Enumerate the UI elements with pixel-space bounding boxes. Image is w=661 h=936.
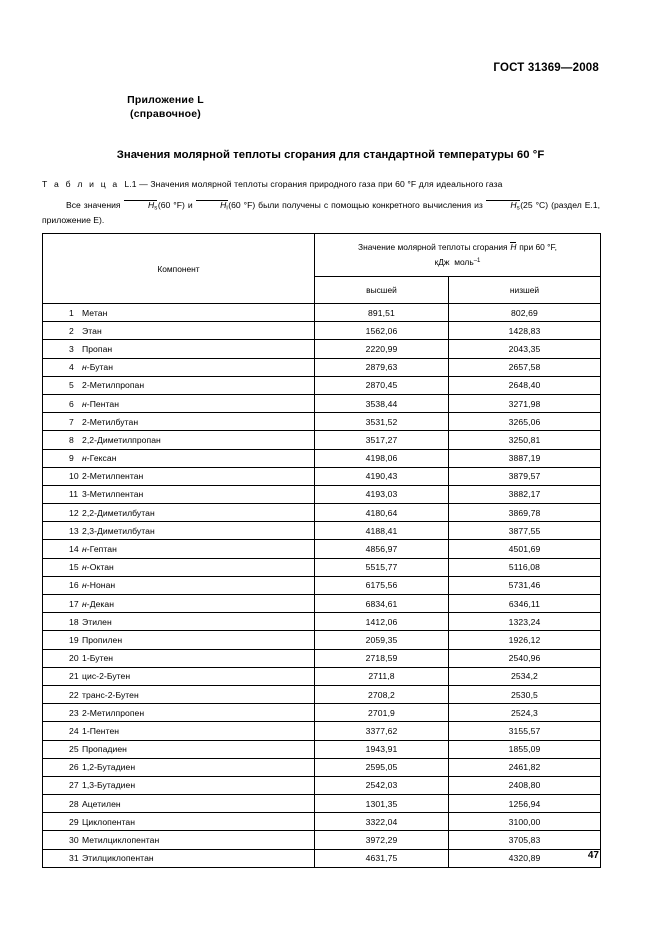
higher-heating-value: 4188,41 [315,522,449,540]
higher-heating-value: 2542,03 [315,776,449,794]
lower-heating-value: 1855,09 [449,740,601,758]
component-name-cell [43,358,315,376]
component-italic-prefix: н [82,580,87,591]
higher-heating-value: 3531,52 [315,413,449,431]
table-row [43,685,601,703]
higher-heating-value: 4856,97 [315,540,449,558]
component-name-cell [43,649,315,667]
component-italic-prefix: н [82,362,87,373]
component-label: 2-Метилпентан [82,471,144,482]
intro-paragraph [42,198,600,227]
lower-heating-value: 3155,57 [449,722,601,740]
component-name-cell [43,485,315,503]
table-row [43,394,601,412]
lower-heating-value: 2657,58 [449,358,601,376]
higher-heating-value: 2870,45 [315,376,449,394]
table-row [43,776,601,794]
component-label: Пропан [82,343,113,354]
component-index: 26 [69,762,79,773]
component-label: 1,3-Бутадиен [82,780,136,791]
enthalpy-subscript-3: s [516,204,520,212]
running-head-standard-number: ГОСТ 31369—2008 [493,62,599,74]
component-name-cell [43,849,315,867]
lower-heating-value: 2648,40 [449,376,601,394]
table-row [43,649,601,667]
lower-heating-value: 2043,35 [449,340,601,358]
table-row [43,631,601,649]
component-index: 13 [69,525,79,536]
annex-title: Приложение L [127,94,204,106]
table-body [43,304,601,868]
heating-value-table [42,233,601,868]
component-label: н-Нонан [82,580,116,591]
table-row [43,376,601,394]
lower-heating-value: 4501,69 [449,540,601,558]
table-row [43,667,601,685]
component-name-cell [43,740,315,758]
component-name-cell [43,758,315,776]
component-label: Пропадиен [82,744,127,755]
component-index: 6 [69,398,74,409]
lower-heating-value: 802,69 [449,304,601,322]
table-row [43,467,601,485]
component-label: н-Бутан [82,362,114,373]
component-label: 1-Пентен [82,725,120,736]
component-index: 4 [69,362,74,373]
enthalpy-symbol-letter-header: H [510,242,517,253]
lower-heating-value: 3877,55 [449,522,601,540]
lower-heating-value: 2461,82 [449,758,601,776]
page-title: Значения молярной теплоты сгорания для стандартной температуры 60 °F [116,149,545,161]
component-label: 2,2-Диметилпропан [82,434,161,445]
component-name-cell [43,340,315,358]
component-italic-prefix: н [82,544,87,555]
enthalpy-symbol-header [510,242,516,252]
enthalpy-subscript-1: s [154,204,158,212]
component-name-cell [43,449,315,467]
lower-heating-value: 5116,08 [449,558,601,576]
table-header [43,234,601,304]
heating-value-units-exponent: –1 [473,258,481,265]
component-index: 22 [69,689,79,700]
component-index: 28 [69,798,79,809]
component-label: н-Гексан [82,453,117,464]
enthalpy-symbol-inferior [196,200,228,212]
higher-heating-value: 4180,64 [315,504,449,522]
component-index: 31 [69,853,79,864]
table-caption-number: L.1 — [124,179,148,189]
component-label: н-Декан [82,598,115,609]
lower-heating-value: 3100,00 [449,813,601,831]
component-label: н-Гептан [82,544,117,555]
component-italic-prefix: н [82,398,87,409]
component-index: 15 [69,562,79,573]
table-row [43,595,601,613]
annex-heading [0,93,661,121]
table-row [43,849,601,867]
component-name-cell [43,704,315,722]
component-italic-prefix: н [82,598,87,609]
component-index: 21 [69,671,79,682]
component-name-cell [43,394,315,412]
table-row [43,304,601,322]
component-index: 27 [69,780,79,791]
table-row [43,758,601,776]
component-name-cell [43,322,315,340]
enthalpy-symbol-letter-1: H [148,200,155,210]
component-name-cell [43,776,315,794]
enthalpy-symbol-letter-2: H [220,200,227,210]
component-label: 2,3-Диметилбутан [82,525,155,536]
lower-heating-value: 2534,2 [449,667,601,685]
component-index: 11 [69,489,79,500]
lower-heating-value: 3869,78 [449,504,601,522]
higher-heating-value: 2220,99 [315,340,449,358]
component-label: 2-Метилпропан [82,380,145,391]
table-row [43,831,601,849]
higher-heating-value: 3538,44 [315,394,449,412]
higher-heating-value: 2711,8 [315,667,449,685]
component-name-cell [43,467,315,485]
page-number: 47 [587,850,599,861]
intro-text-part-3: (60 °F) были получены с помощью конкретного вычисления из [228,200,486,210]
table-row [43,449,601,467]
higher-heating-value: 891,51 [315,304,449,322]
table-row [43,358,601,376]
table-row [43,704,601,722]
component-name-cell [43,795,315,813]
higher-heating-value: 1562,06 [315,322,449,340]
component-label: Этилен [82,616,112,627]
component-name-cell [43,831,315,849]
component-index: 3 [69,343,74,354]
higher-heating-value: 2718,59 [315,649,449,667]
higher-heating-value: 3972,29 [315,831,449,849]
higher-heating-value: 1412,06 [315,613,449,631]
component-index: 12 [69,507,79,518]
annex-subtitle: (справочное) [130,108,201,120]
component-italic-prefix: н [82,562,87,573]
lower-heating-value: 2408,80 [449,776,601,794]
component-label: Ацетилен [82,798,121,809]
table-row [43,522,601,540]
table-row [43,576,601,594]
column-header-higher: высшей [315,277,449,304]
component-index: 30 [69,835,79,846]
lower-heating-value: 3271,98 [449,394,601,412]
component-label: 1-Бутен [82,653,114,664]
table-row [43,431,601,449]
component-label: Метилциклопентан [82,835,160,846]
column-header-lower: низшей [449,277,601,304]
component-name-cell [43,504,315,522]
lower-heating-value: 1323,24 [449,613,601,631]
higher-heating-value: 3517,27 [315,431,449,449]
heating-value-units-1: кДж [434,257,450,268]
higher-heating-value: 2701,9 [315,704,449,722]
higher-heating-value: 6834,61 [315,595,449,613]
heating-value-header-text-1: Значение молярной теплоты сгорания [358,242,510,253]
higher-heating-value: 2879,63 [315,358,449,376]
component-index: 7 [69,416,74,427]
lower-heating-value: 5731,46 [449,576,601,594]
higher-heating-value: 1943,91 [315,740,449,758]
component-name-cell [43,813,315,831]
component-index: 29 [69,816,79,827]
table-row [43,322,601,340]
heating-value-units-2: моль [454,257,474,268]
component-name-cell [43,722,315,740]
higher-heating-value: 4198,06 [315,449,449,467]
lower-heating-value: 3887,19 [449,449,601,467]
component-name-cell [43,376,315,394]
component-label: Метан [82,307,108,318]
component-index: 24 [69,725,79,736]
component-index: 1 [69,307,74,318]
component-label: Этан [82,325,102,336]
component-index: 9 [69,453,74,464]
higher-heating-value: 6175,56 [315,576,449,594]
table-row [43,340,601,358]
column-header-component: Компонент [43,234,315,304]
component-label: н-Пентан [82,398,120,409]
enthalpy-symbol-letter-3: H [510,200,517,210]
lower-heating-value: 2540,96 [449,649,601,667]
component-name-cell [43,304,315,322]
component-name-cell [43,631,315,649]
lower-heating-value: 1256,94 [449,795,601,813]
higher-heating-value: 2595,05 [315,758,449,776]
table-row [43,813,601,831]
component-index: 10 [69,471,79,482]
component-name-cell [43,431,315,449]
component-index: 19 [69,634,79,645]
lower-heating-value: 1926,12 [449,631,601,649]
table-row [43,795,601,813]
component-name-cell [43,558,315,576]
higher-heating-value: 4190,43 [315,467,449,485]
lower-heating-value: 3705,83 [449,831,601,849]
component-index: 5 [69,380,74,391]
table-row [43,722,601,740]
table-row [43,540,601,558]
lower-heating-value: 2524,3 [449,704,601,722]
column-header-heating-value [315,234,601,277]
component-italic-prefix: н [82,453,87,464]
table-row [43,485,601,503]
table-row [43,504,601,522]
table-caption-text: Значения молярной теплоты сгорания природного газа при 60 °F для идеального газа [150,179,503,189]
component-name-cell [43,613,315,631]
component-label: н-Октан [82,562,114,573]
lower-heating-value: 2530,5 [449,685,601,703]
higher-heating-value: 1301,35 [315,795,449,813]
component-label: транс-2-Бутен [82,689,139,700]
component-label: цис-2-Бутен [82,671,131,682]
lower-heating-value: 3265,06 [449,413,601,431]
component-label: 2,2-Диметилбутан [82,507,155,518]
component-label: Циклопентан [82,816,135,827]
higher-heating-value: 3377,62 [315,722,449,740]
lower-heating-value: 3250,81 [449,431,601,449]
component-label: Пропилен [82,634,123,645]
component-name-cell [43,413,315,431]
component-label: Этилциклопентан [82,853,154,864]
enthalpy-subscript-2: i [226,204,228,212]
table-row [43,558,601,576]
component-index: 20 [69,653,79,664]
component-index: 18 [69,616,79,627]
component-index: 8 [69,434,74,445]
higher-heating-value: 2059,35 [315,631,449,649]
component-label: 2-Метилбутан [82,416,139,427]
component-name-cell [43,595,315,613]
component-name-cell [43,522,315,540]
lower-heating-value: 3882,17 [449,485,601,503]
heating-value-header-text-2: при 60 °F, [516,242,557,253]
lower-heating-value: 3879,57 [449,467,601,485]
table-caption-label: Т а б л и ц а [42,179,120,189]
component-index: 14 [69,544,79,555]
higher-heating-value: 3322,04 [315,813,449,831]
component-name-cell [43,667,315,685]
lower-heating-value: 4320,89 [449,849,601,867]
table-caption [42,179,612,189]
intro-text-part-4: (25 °C) (раздел Е.1, приложение Е). [42,200,600,225]
enthalpy-symbol-superior [124,200,157,212]
lower-heating-value: 6346,11 [449,595,601,613]
lower-heating-value: 1428,83 [449,322,601,340]
higher-heating-value: 2708,2 [315,685,449,703]
enthalpy-symbol-superior-25c [486,200,519,212]
component-label: 2-Метилпропен [82,707,145,718]
component-label: 3-Метилпентан [82,489,144,500]
component-index: 17 [69,598,79,609]
intro-text-part-1: Все значения [66,200,124,210]
table-row [43,740,601,758]
component-name-cell [43,576,315,594]
table-row [43,613,601,631]
intro-text-part-2: (60 °F) и [157,200,196,210]
component-name-cell [43,540,315,558]
component-index: 23 [69,707,79,718]
component-index: 16 [69,580,79,591]
component-label: 1,2-Бутадиен [82,762,136,773]
component-name-cell [43,685,315,703]
component-index: 2 [69,325,74,336]
higher-heating-value: 4193,03 [315,485,449,503]
component-index: 25 [69,744,79,755]
higher-heating-value: 4631,75 [315,849,449,867]
table-row [43,413,601,431]
higher-heating-value: 5515,77 [315,558,449,576]
